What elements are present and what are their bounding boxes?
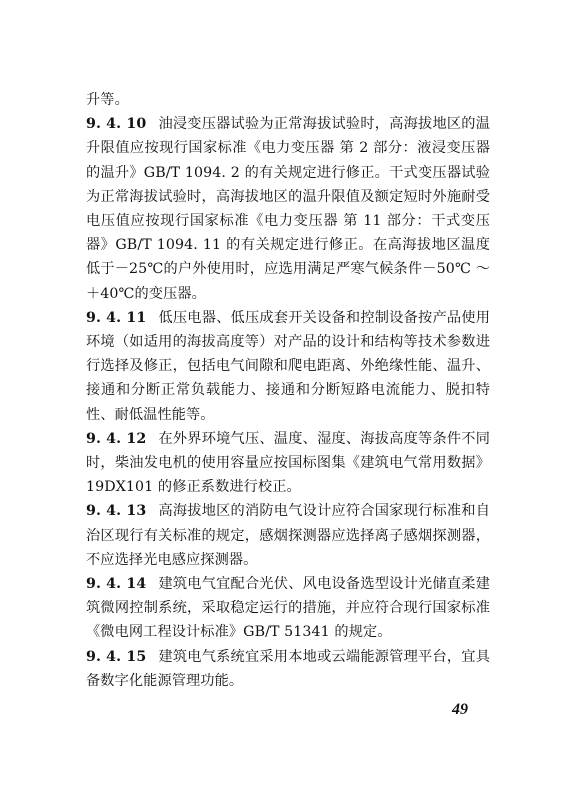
- clause-number: 9. 4. 14: [86, 576, 147, 593]
- clause-text: 建筑电气系统宜采用本地或云端能源管理平台，宜具备数字化能源管理功能。: [86, 648, 490, 689]
- clause-9-4-13: [86, 499, 490, 572]
- clause-text: 油浸变压器试验为正常海拔试验时，高海拔地区的温升限值应按现行国家标准《电力变压器 第 2 部分：液浸变压器的温升》GB/T 1094. 2 的有关规定进行修正。干式变压器试验为正常海拔试验时，高海拔地区的温升限值及额定短时外施耐受电压值应按现行国家标准《电力变压器 第 11 部分：干式变压器》GB/T 1094. 11 的有关规定进行修正。在高海拔地区温度低于－25℃的户外使用时，应选用满足严寒气候条件－50℃ ～ ＋40℃的变压器。: [86, 116, 490, 302]
- clause-number: 9. 4. 13: [86, 503, 147, 520]
- clause-9-4-14: [86, 572, 490, 645]
- clause-9-4-10: [86, 112, 490, 306]
- clause-9-4-15: [86, 645, 490, 693]
- clause-text: 低压电器、低压成套开关设备和控制设备按产品使用环境（如适用的海拔高度等）对产品的设计和结构等技术参数进行选择及修正，包括电气间隙和爬电距离、外绝缘性能、温升、接通和分断正常负载能力、接通和分断短路电流能力、脱扣特性、耐低温性能等。: [86, 309, 490, 423]
- clause-number: 9. 4. 12: [86, 430, 147, 447]
- clause-number: 9. 4. 11: [86, 309, 147, 326]
- clause-number: 9. 4. 15: [86, 648, 147, 665]
- clause-text: 高海拔地区的消防电气设计应符合国家现行标准和自治区现行有关标准的规定，感烟探测器应选择离子感烟探测器，不应选择光电感应探测器。: [86, 503, 490, 568]
- clause-number: 9. 4. 10: [86, 116, 147, 133]
- page-number: 49: [452, 701, 468, 718]
- page-body: [86, 88, 490, 693]
- clause-text: 建筑电气宜配合光伏、风电设备选型设计光储直柔建筑微网控制系统，采取稳定运行的措施，并应符合现行国家标准《微电网工程设计标准》GB/T 51341 的规定。: [86, 576, 490, 641]
- clause-text: 在外界环境气压、温度、湿度、海拔高度等条件不同时，柴油发电机的使用容量应按国标图集《建筑电气常用数据》19DX101 的修正系数进行校正。: [86, 430, 490, 496]
- continuation-text: [86, 88, 490, 112]
- clause-9-4-12: [86, 427, 490, 500]
- continuation-text-content: 升等。: [86, 92, 129, 108]
- clause-9-4-11: [86, 306, 490, 427]
